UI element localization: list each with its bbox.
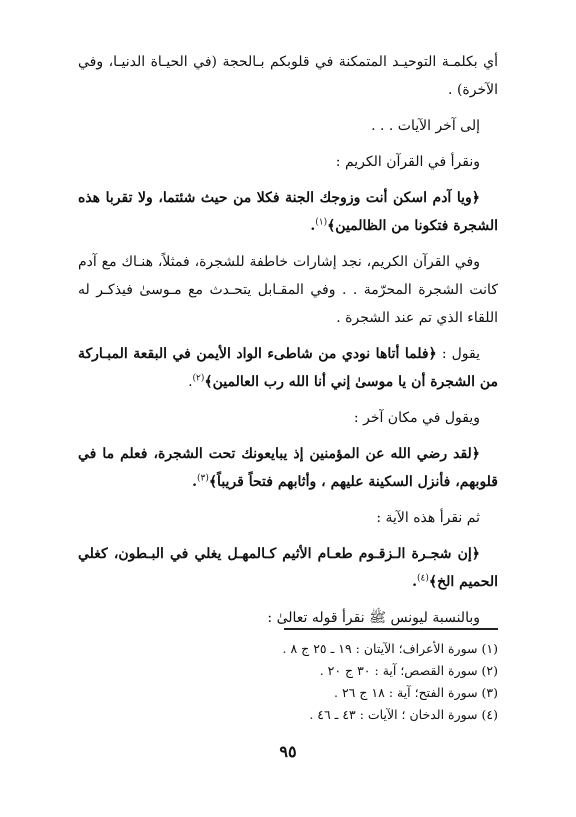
verse-end: .: [188, 374, 193, 390]
quran-verse-4: [78, 540, 498, 596]
paragraph-4: وفي القرآن الكريم، نجد إشارات خاطفة للشجرة، فمثلاً، هنـاك مع آدم كانت الشجرة المحرّمة . . وفي المقـابل يتحـدث مع مـوسىٰ فيذكـر له اللقاء الذي تم عند الشجرة .: [78, 254, 498, 326]
footnote-ref-4: (٤): [417, 573, 429, 584]
footnote-ref-1: (١): [315, 217, 328, 228]
quran-verse-3: [78, 440, 498, 496]
verse-text: ﴿إن شجـرة الـزقـوم طعـام الأثيم كـالمهـل يغلي في البـطون، كغلي الحميم الخ﴾: [78, 546, 498, 590]
verse-end: .: [412, 574, 418, 590]
paragraph-prefix: يقول :: [436, 346, 480, 362]
footnote-4: (٤) سورة الدخان ؛ الآيات : ٤٣ ـ ٤٦ .: [309, 707, 498, 722]
paragraph-3: ونقرأ في القرآن الكريم :: [335, 154, 480, 170]
quran-verse-2: ﴿فلما أتاها نودي من شاطىء الواد الأيمن في البقعة المبـاركة من الشجرة أن يا موسىٰ إني أنا الله رب العالمين﴾: [78, 346, 498, 390]
verse-text: ﴿لقد رضي الله عن المؤمنين إذ يبايعونك تحت الشجرة، فعلم ما في قلوبهم، فأنزل السكينة عليهم ، وأثابهم فتحاً قريباً﴾: [78, 446, 498, 490]
main-text: [78, 48, 498, 632]
footnotes: [198, 638, 498, 726]
paragraph-5: [78, 340, 498, 396]
footnote-ref-2: (٢): [192, 373, 205, 384]
verse-text: ﴿ويا آدم اسكن أنت وزوجك الجنة فكلا من حيث شئتما، ولا تقربا هذه الشجرة فتكونا من الظالمين﴾: [78, 190, 498, 234]
footnote-divider: [284, 628, 498, 630]
footnote-1: (١) سورة الأعراف؛ الآيتان : ١٩ ـ ٢٥ ج ٨ .: [282, 641, 498, 656]
verse-end: .: [310, 218, 316, 234]
paragraph-7: ثم نقرأ هذه الآية :: [376, 510, 480, 526]
footnote-2: (٢) سورة القصص؛ آية : ٣٠ ج ٢٠ .: [319, 663, 498, 678]
paragraph-1: أي بكلمـة التوحيـد المتمكنة في قلوبكم بـالحجة (في الحيـاة الدنيـا، وفي الآخرة) .: [78, 54, 498, 98]
footnote-3: (٣) سورة الفتح؛ آية : ١٨ ج ٢٦ .: [334, 685, 498, 700]
footnote-ref-3: (٣): [196, 473, 209, 484]
paragraph-6: ويقول في مكان آخر :: [353, 410, 480, 426]
paragraph-2: إلى آخر الآيات . . .: [371, 118, 480, 134]
paragraph-8: وبالنسبة ليونس ﷺ نقرأ قوله تعالىٰ :: [267, 610, 480, 626]
quran-verse-1: [78, 184, 498, 240]
verse-end: .: [192, 474, 197, 490]
page-number: ٩٥: [279, 742, 297, 761]
